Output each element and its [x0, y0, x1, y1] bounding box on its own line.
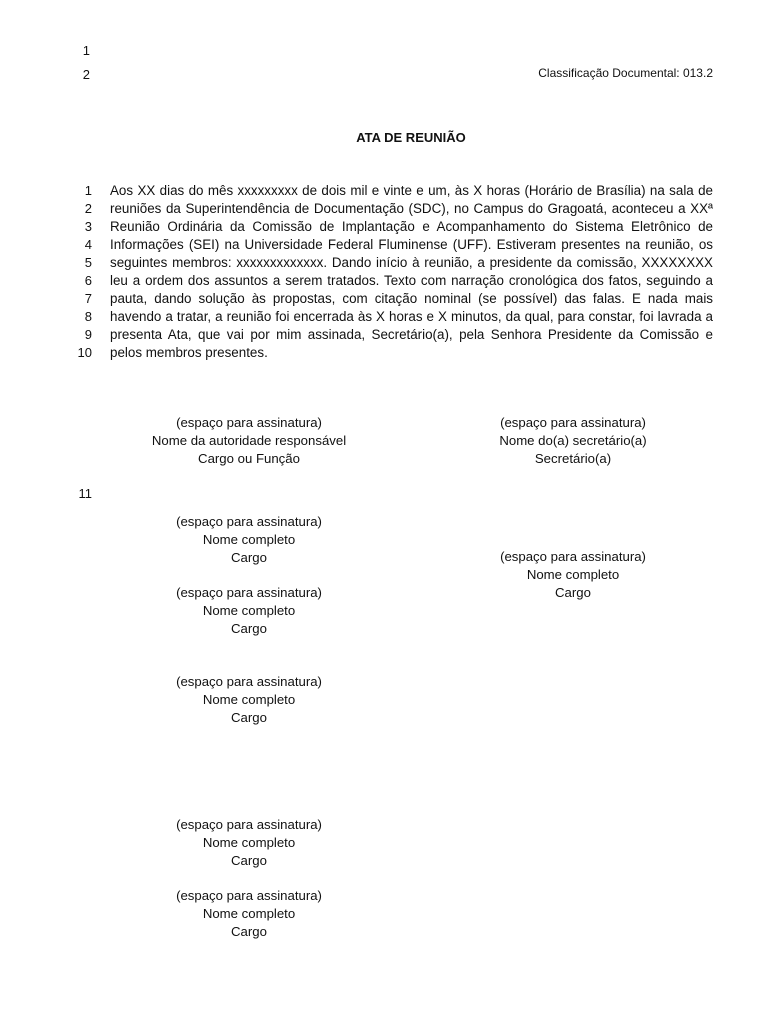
- signature-space: (espaço para assinatura): [176, 817, 322, 832]
- signature-space: (espaço para assinatura): [176, 888, 322, 903]
- signature-block-member: [119, 887, 379, 942]
- minutes-body-text: Aos XX dias do mês xxxxxxxxx de dois mil e vinte e um, às X horas (Horário de Brasília) na sala de reuniões da Superintendência de Documentação (SDC), no Campus do Gragoatá, aconteceu a XXª Reunião Ordinária da Comissão de Implantação e Acompanhamento do Sistema Eletrônico de Informações (SEI) na Universidade Federal Fluminense (UFF). Estiveram presentes na reunião, os seguintes membros: xxxxxxxxxxxxx. Dando início à reunião, a presidente da comissão, XXXXXXXX leu a ordem dos assuntos a serem tratados. Texto com narração cronológica dos fatos, seguindo a pauta, dando solução às propostas, com citação nominal (se possível) das falas. E nada mais havendo a tratar, a reunião foi encerrada às X horas e X minutos, da qual, para constar, foi lavrada a presenta Ata, que vai por mim assinada, Secretário(a), pela Senhora Presidente da Comissão e pelos membros presentes.: [110, 183, 713, 360]
- line-number: 10: [77, 345, 92, 360]
- line-number: 9: [84, 327, 92, 342]
- signature-block-secretary: [443, 414, 703, 469]
- signer-role: Cargo: [231, 621, 267, 637]
- line-number: 5: [84, 255, 92, 270]
- signer-name: Nome completo: [202, 532, 296, 548]
- line-number: 1: [84, 183, 92, 198]
- document-classification: Classificação Documental: 013.2: [538, 66, 713, 80]
- signature-space: (espaço para assinatura): [500, 415, 646, 430]
- signature-space: (espaço para assinatura): [176, 514, 322, 529]
- signature-block-member: [119, 584, 379, 639]
- signer-role: Secretário(a): [534, 451, 612, 467]
- line-number: 4: [84, 237, 92, 252]
- line-number: 6: [84, 273, 92, 288]
- signature-space: (espaço para assinatura): [500, 549, 646, 564]
- line-number: 1: [82, 43, 90, 58]
- signature-block-member: [443, 548, 703, 603]
- signature-block-authority: [119, 414, 379, 469]
- signer-role: Cargo: [231, 853, 267, 869]
- line-number: 11: [78, 486, 92, 501]
- signer-name: Nome completo: [202, 603, 296, 619]
- signer-role: Cargo: [555, 585, 591, 601]
- line-number: 2: [82, 67, 90, 82]
- signature-block-member: [119, 816, 379, 871]
- document-title: ATA DE REUNIÃO: [356, 130, 466, 145]
- signature-block-member: [119, 673, 379, 728]
- signer-name: Nome completo: [202, 692, 296, 708]
- line-number: 8: [84, 309, 92, 324]
- signer-name: Nome completo: [202, 906, 296, 922]
- signer-role: Cargo: [231, 550, 267, 566]
- signer-role: Cargo: [231, 924, 267, 940]
- signer-name: Nome do(a) secretário(a): [499, 433, 647, 449]
- signature-block-member: [119, 513, 379, 568]
- line-number: 2: [84, 201, 92, 216]
- signer-role: Cargo: [231, 710, 267, 726]
- line-number: 7: [84, 291, 92, 306]
- line-number: 3: [84, 219, 92, 234]
- signer-name: Nome completo: [202, 835, 296, 851]
- signer-name: Nome completo: [526, 567, 620, 583]
- signer-role: Cargo ou Função: [198, 451, 300, 467]
- signature-space: (espaço para assinatura): [176, 415, 322, 430]
- signature-space: (espaço para assinatura): [176, 674, 322, 689]
- signer-name: Nome da autoridade responsável: [151, 433, 347, 449]
- signature-space: (espaço para assinatura): [176, 585, 322, 600]
